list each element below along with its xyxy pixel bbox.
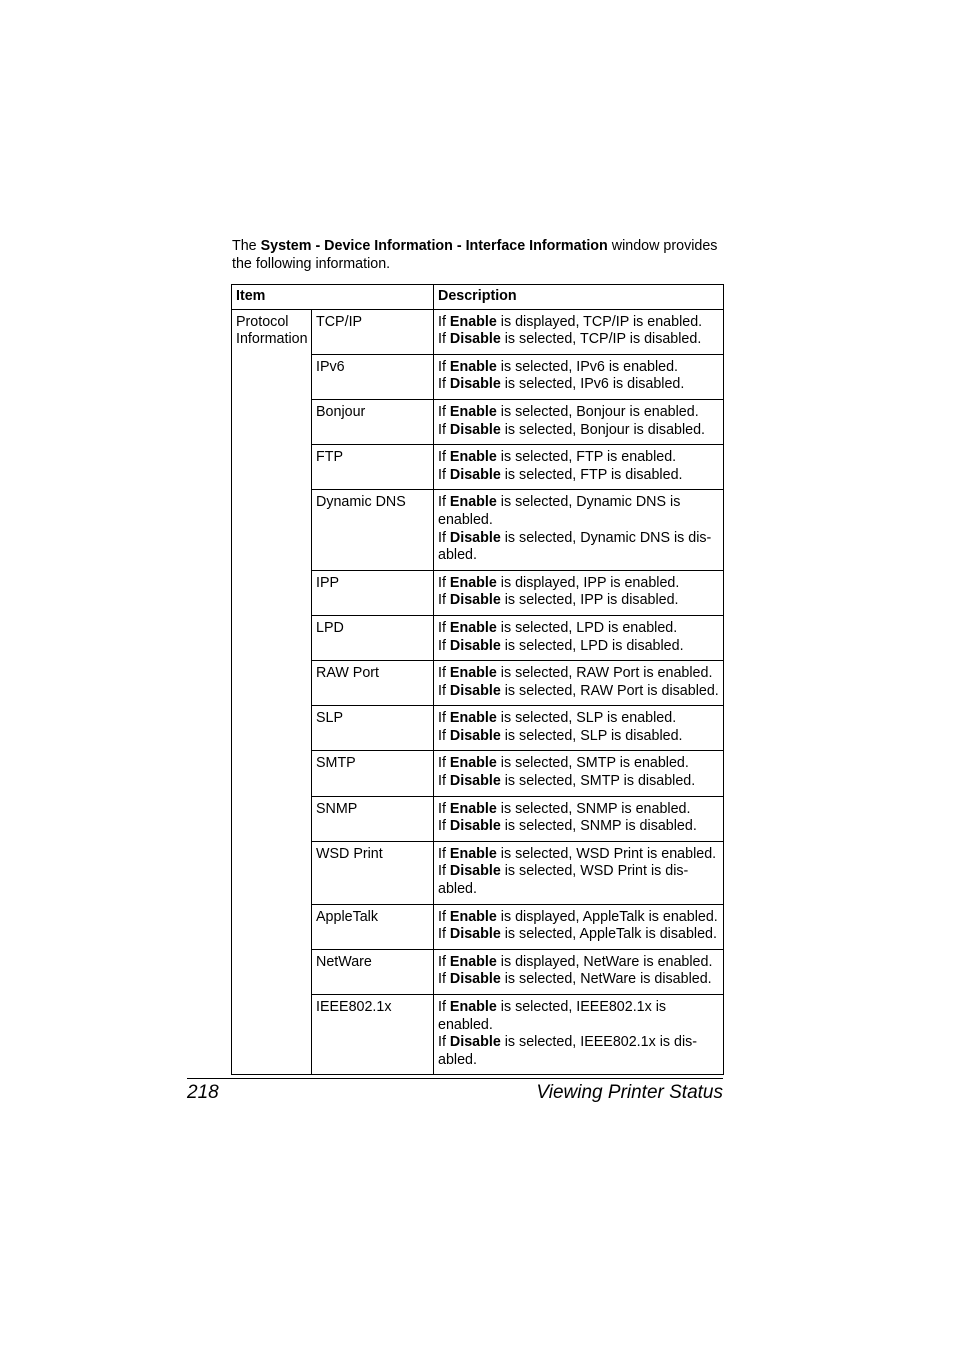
row-item: TCP/IP bbox=[312, 309, 434, 354]
description-kw: Disable bbox=[449, 466, 501, 483]
description-post: is selected, FTP is enabled. bbox=[496, 449, 677, 466]
description-pre: If bbox=[438, 592, 450, 609]
description-pre: If bbox=[438, 313, 450, 330]
description-pre: If bbox=[438, 529, 450, 546]
description-pre: abled. bbox=[438, 881, 477, 898]
description-pre: If bbox=[438, 466, 450, 483]
description-kw: Enable bbox=[449, 574, 497, 591]
description-pre: If bbox=[438, 574, 450, 591]
description-line bbox=[438, 314, 723, 332]
row-description bbox=[434, 615, 724, 660]
description-line bbox=[438, 818, 723, 836]
description-kw: Enable bbox=[449, 908, 497, 925]
description-line bbox=[438, 1052, 723, 1070]
page-number: 218 bbox=[187, 1082, 219, 1103]
description-kw: Enable bbox=[449, 953, 497, 970]
description-post: is displayed, TCP/IP is enabled. bbox=[496, 313, 703, 330]
description-kw: Enable bbox=[449, 999, 497, 1015]
description-line bbox=[438, 494, 723, 512]
footer-section-title: Viewing Printer Status bbox=[536, 1082, 723, 1103]
description-post: is selected, Dynamic DNS is bbox=[496, 494, 681, 511]
description-line bbox=[438, 801, 723, 819]
header-item: Item bbox=[232, 285, 434, 310]
description-post: is selected, SNMP is enabled. bbox=[496, 800, 691, 817]
table-row bbox=[232, 309, 724, 354]
description-line bbox=[438, 592, 723, 610]
description-line bbox=[438, 359, 723, 377]
description-kw: Disable bbox=[449, 773, 501, 790]
description-post: is selected, LPD is disabled. bbox=[500, 637, 684, 654]
description-pre: enabled. bbox=[438, 1016, 493, 1033]
description-line bbox=[438, 331, 723, 349]
row-item: SNMP bbox=[312, 796, 434, 841]
description-line bbox=[438, 926, 723, 944]
description-line bbox=[438, 683, 723, 701]
row-description bbox=[434, 661, 724, 706]
description-line bbox=[438, 467, 723, 485]
description-pre: If bbox=[438, 665, 450, 682]
description-post: is selected, LPD is enabled. bbox=[496, 619, 678, 636]
description-line bbox=[438, 728, 723, 746]
description-pre: If bbox=[438, 619, 450, 636]
description-kw: Disable bbox=[449, 926, 501, 943]
description-line bbox=[438, 909, 723, 927]
intro-paragraph bbox=[232, 237, 727, 273]
description-line bbox=[438, 530, 723, 548]
description-post: is selected, Bonjour is enabled. bbox=[496, 403, 699, 420]
row-description bbox=[434, 995, 724, 1075]
description-line bbox=[438, 575, 723, 593]
description-kw: Disable bbox=[449, 421, 501, 438]
description-pre: If bbox=[438, 953, 450, 970]
description-pre: If bbox=[438, 818, 450, 835]
description-kw: Enable bbox=[449, 845, 497, 862]
footer-divider bbox=[187, 1078, 723, 1079]
description-pre: If bbox=[438, 727, 450, 744]
description-post: is selected, WSD Print is enabled. bbox=[496, 845, 717, 862]
row-description bbox=[434, 904, 724, 949]
row-item: SLP bbox=[312, 706, 434, 751]
row-description bbox=[434, 751, 724, 796]
description-kw: Disable bbox=[449, 592, 501, 609]
description-post: is selected, FTP is disabled. bbox=[500, 466, 683, 483]
row-item: Dynamic DNS bbox=[312, 490, 434, 570]
row-item: RAW Port bbox=[312, 661, 434, 706]
description-post: is selected, TCP/IP is disabled. bbox=[500, 331, 702, 348]
description-post: is selected, AppleTalk is disabled. bbox=[500, 926, 717, 943]
description-line bbox=[438, 954, 723, 972]
intro-suffix: window provides the following information. bbox=[232, 238, 718, 272]
description-line bbox=[438, 846, 723, 864]
description-post: is selected, SLP is disabled. bbox=[500, 727, 683, 744]
row-item: LPD bbox=[312, 615, 434, 660]
description-kw: Disable bbox=[449, 1034, 501, 1051]
description-line bbox=[438, 971, 723, 989]
row-description bbox=[434, 354, 724, 399]
description-line bbox=[438, 404, 723, 422]
description-pre: If bbox=[438, 358, 450, 375]
description-pre: If bbox=[438, 710, 450, 727]
row-description bbox=[434, 841, 724, 904]
description-pre: abled. bbox=[438, 547, 477, 564]
description-kw: Disable bbox=[449, 376, 501, 393]
row-item: IEEE802.1x bbox=[312, 995, 434, 1075]
description-kw: Enable bbox=[449, 313, 497, 330]
description-pre: If bbox=[438, 926, 450, 943]
intro-window-name: System - Device Information - Interface Information bbox=[260, 238, 608, 254]
description-kw: Disable bbox=[449, 331, 501, 348]
description-pre: abled. bbox=[438, 1051, 477, 1068]
row-item: SMTP bbox=[312, 751, 434, 796]
intro-prefix: The bbox=[232, 238, 261, 254]
description-pre: If bbox=[438, 331, 450, 348]
interface-information-table bbox=[231, 284, 724, 1075]
description-pre: enabled. bbox=[438, 511, 493, 528]
description-pre: If bbox=[438, 773, 450, 790]
description-line bbox=[438, 376, 723, 394]
row-item: FTP bbox=[312, 445, 434, 490]
row-description bbox=[434, 309, 724, 354]
table-body bbox=[232, 309, 724, 1075]
row-item: NetWare bbox=[312, 949, 434, 994]
description-post: is displayed, NetWare is enabled. bbox=[496, 953, 713, 970]
description-post: is selected, SMTP is enabled. bbox=[496, 755, 689, 772]
description-line bbox=[438, 665, 723, 683]
description-line bbox=[438, 773, 723, 791]
description-kw: Enable bbox=[449, 710, 497, 727]
description-pre: If bbox=[438, 403, 450, 420]
description-post: is selected, Bonjour is disabled. bbox=[500, 421, 706, 438]
description-line bbox=[438, 638, 723, 656]
row-item: IPv6 bbox=[312, 354, 434, 399]
row-description bbox=[434, 949, 724, 994]
description-line bbox=[438, 1017, 723, 1035]
description-line bbox=[438, 755, 723, 773]
description-line bbox=[438, 547, 723, 565]
description-kw: Disable bbox=[449, 637, 501, 654]
description-pre: If bbox=[438, 999, 450, 1015]
group-label: Protocol Information bbox=[232, 309, 312, 1075]
description-line bbox=[438, 1034, 723, 1052]
row-item: WSD Print bbox=[312, 841, 434, 904]
row-item: Bonjour bbox=[312, 399, 434, 444]
header-description: Description bbox=[434, 285, 724, 310]
row-item: AppleTalk bbox=[312, 904, 434, 949]
description-pre: If bbox=[438, 845, 450, 862]
description-line bbox=[438, 422, 723, 440]
row-description bbox=[434, 445, 724, 490]
description-line bbox=[438, 999, 723, 1017]
description-kw: Disable bbox=[449, 727, 501, 744]
description-kw: Enable bbox=[449, 449, 497, 466]
description-line bbox=[438, 512, 723, 530]
description-pre: If bbox=[438, 494, 450, 511]
row-description bbox=[434, 570, 724, 615]
description-pre: If bbox=[438, 863, 450, 880]
description-post: is selected, IPP is disabled. bbox=[500, 592, 679, 609]
description-kw: Disable bbox=[449, 863, 501, 880]
description-pre: If bbox=[438, 800, 450, 817]
description-post: is displayed, AppleTalk is enabled. bbox=[496, 908, 718, 925]
description-post: is selected, WSD Print is dis- bbox=[500, 863, 689, 880]
row-description bbox=[434, 490, 724, 570]
description-post: is selected, IEEE802.1x is dis- bbox=[500, 1034, 698, 1051]
description-kw: Disable bbox=[449, 529, 501, 546]
description-pre: If bbox=[438, 376, 450, 393]
description-kw: Enable bbox=[449, 665, 497, 682]
description-post: is selected, NetWare is disabled. bbox=[500, 971, 712, 988]
description-post: is selected, SLP is enabled. bbox=[496, 710, 677, 727]
description-line bbox=[438, 449, 723, 467]
row-description bbox=[434, 399, 724, 444]
description-post: is selected, IPv6 is disabled. bbox=[500, 376, 685, 393]
row-description bbox=[434, 706, 724, 751]
description-pre: If bbox=[438, 449, 450, 466]
description-line bbox=[438, 881, 723, 899]
description-kw: Disable bbox=[449, 818, 501, 835]
description-post: is selected, SNMP is disabled. bbox=[500, 818, 697, 835]
description-kw: Disable bbox=[449, 971, 501, 988]
table-header-row bbox=[232, 285, 724, 310]
description-line bbox=[438, 620, 723, 638]
description-kw: Enable bbox=[449, 800, 497, 817]
description-post: is selected, RAW Port is disabled. bbox=[500, 682, 719, 699]
description-post: is selected, RAW Port is enabled. bbox=[496, 665, 713, 682]
description-pre: If bbox=[438, 971, 450, 988]
description-line bbox=[438, 710, 723, 728]
description-post: is selected, Dynamic DNS is dis- bbox=[500, 529, 712, 546]
description-post: is selected, SMTP is disabled. bbox=[500, 773, 696, 790]
description-pre: If bbox=[438, 421, 450, 438]
description-pre: If bbox=[438, 1034, 450, 1051]
description-line bbox=[438, 863, 723, 881]
description-kw: Enable bbox=[449, 619, 497, 636]
description-post: is displayed, IPP is enabled. bbox=[496, 574, 680, 591]
description-pre: If bbox=[438, 637, 450, 654]
description-kw: Enable bbox=[449, 755, 497, 772]
description-pre: If bbox=[438, 908, 450, 925]
description-pre: If bbox=[438, 755, 450, 772]
description-kw: Disable bbox=[449, 682, 501, 699]
description-pre: If bbox=[438, 682, 450, 699]
description-kw: Enable bbox=[449, 358, 497, 375]
description-kw: Enable bbox=[449, 403, 497, 420]
row-item: IPP bbox=[312, 570, 434, 615]
description-post: is selected, IEEE802.1x is bbox=[496, 999, 667, 1015]
description-kw: Enable bbox=[449, 494, 497, 511]
description-post: is selected, IPv6 is enabled. bbox=[496, 358, 679, 375]
row-description bbox=[434, 796, 724, 841]
